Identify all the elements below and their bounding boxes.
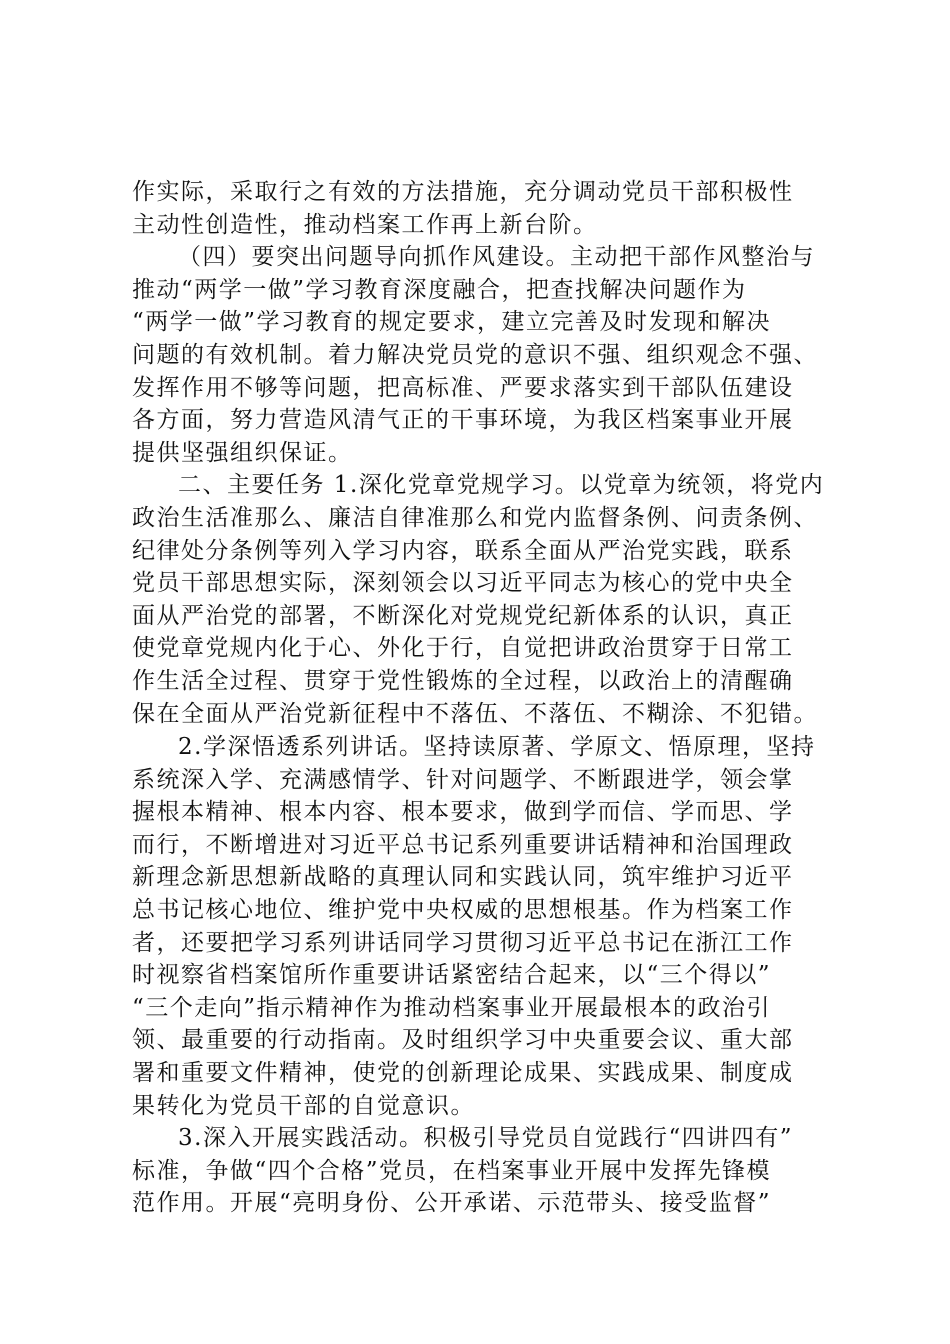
text-line: 面从严治党的部署，不断深化对党规党纪新体系的认识，真正 (132, 602, 794, 629)
text-line: 主动性创造性，推动档案工作再上新台阶。 (132, 211, 598, 238)
text-block-2 (132, 731, 832, 1220)
text-line: 标准，争做“四个合格”党员，在档案事业开展中发挥先锋模 (132, 1157, 772, 1184)
text-line: 作实际，采取行之有效的方法措施，充分调动党员干部积极性 (132, 179, 794, 205)
section-heading-line: 二、主要任务 1.深化党章党规学习。以党章为统领，将党内 (178, 472, 825, 499)
text-line: 领、最重要的行动指南。及时组织学习中央重要会议、重大部 (132, 1027, 794, 1054)
text-line: 而行，不断增进对习近平总书记系列重要讲话精神和治国理政 (132, 831, 794, 858)
text-line: “三个走向”指示精神作为推动档案事业开展最根本的政治引 (132, 994, 772, 1021)
text-line: 系统深入学、充满感情学、针对问题学、不断跟进学，领会掌 (132, 766, 794, 793)
text-line: 发挥作用不够等问题，把高标准、严要求落实到干部队伍建设 (132, 374, 794, 401)
text-line: 果转化为党员干部的自觉意识。 (132, 1092, 475, 1119)
paragraph-start-line: 2.学深悟透系列讲话。坚持读原著、学原文、悟原理，坚持 (178, 734, 816, 760)
text-line: 提供坚强组织保证。 (132, 439, 353, 466)
section-heading-line: （四）要突出问题导向抓作风建设。主动把干部作风整治与 (178, 244, 815, 271)
text-line: 政治生活准那么、廉洁自律准那么和党内监督条例、问责条例、 (132, 504, 818, 531)
text-line: 各方面，努力营造风清气正的干事环境，为我区档案事业开展 (132, 407, 794, 434)
text-line: 握根本精神、根本内容、根本要求，做到学而信、学而思、学 (132, 799, 794, 826)
text-line: “两学一做”学习教育的规定要求，建立完善及时发现和解决 (132, 309, 772, 336)
text-line: 保在全面从严治党新征程中不落伍、不落伍、不糊涂、不犯错。 (132, 700, 818, 727)
text-line: 新理念新思想新战略的真理认同和实践认同，筑牢维护习近平 (132, 864, 794, 891)
text-line: 范作用。开展“亮明身份、公开承诺、示范带头、接受监督” (132, 1190, 772, 1217)
text-line: 时视察省档案馆所作重要讲话紧密结合起来，以“三个得以” (132, 962, 772, 989)
text-line: 问题的有效机制。着力解决党员党的意识不强、组织观念不强、 (132, 341, 818, 368)
text-block-1 (132, 176, 832, 730)
text-line: 作生活全过程、贯穿于党性锻炼的全过程，以政治上的清醒确 (132, 667, 794, 694)
text-line: 推动“两学一做”学习教育深度融合，把查找解决问题作为 (132, 276, 747, 303)
text-line: 总书记核心地位、维护党中央权威的思想根基。作为档案工作 (132, 896, 794, 923)
text-line: 使党章党规内化于心、外化于行，自觉把讲政治贯穿于日常工 (132, 635, 794, 662)
text-line: 署和重要文件精神，使党的创新理论成果、实践成果、制度成 (132, 1059, 794, 1086)
text-line: 党员干部思想实际，深刻领会以习近平同志为核心的党中央全 (132, 570, 794, 597)
text-line: 纪律处分条例等列入学习内容，联系全面从严治党实践，联系 (132, 537, 794, 564)
text-line: 者，还要把学习系列讲话同学习贯彻习近平总书记在浙江工作 (132, 929, 794, 956)
paragraph-start-line: 3.深入开展实践活动。积极引导党员自觉践行“四讲四有” (178, 1125, 793, 1152)
